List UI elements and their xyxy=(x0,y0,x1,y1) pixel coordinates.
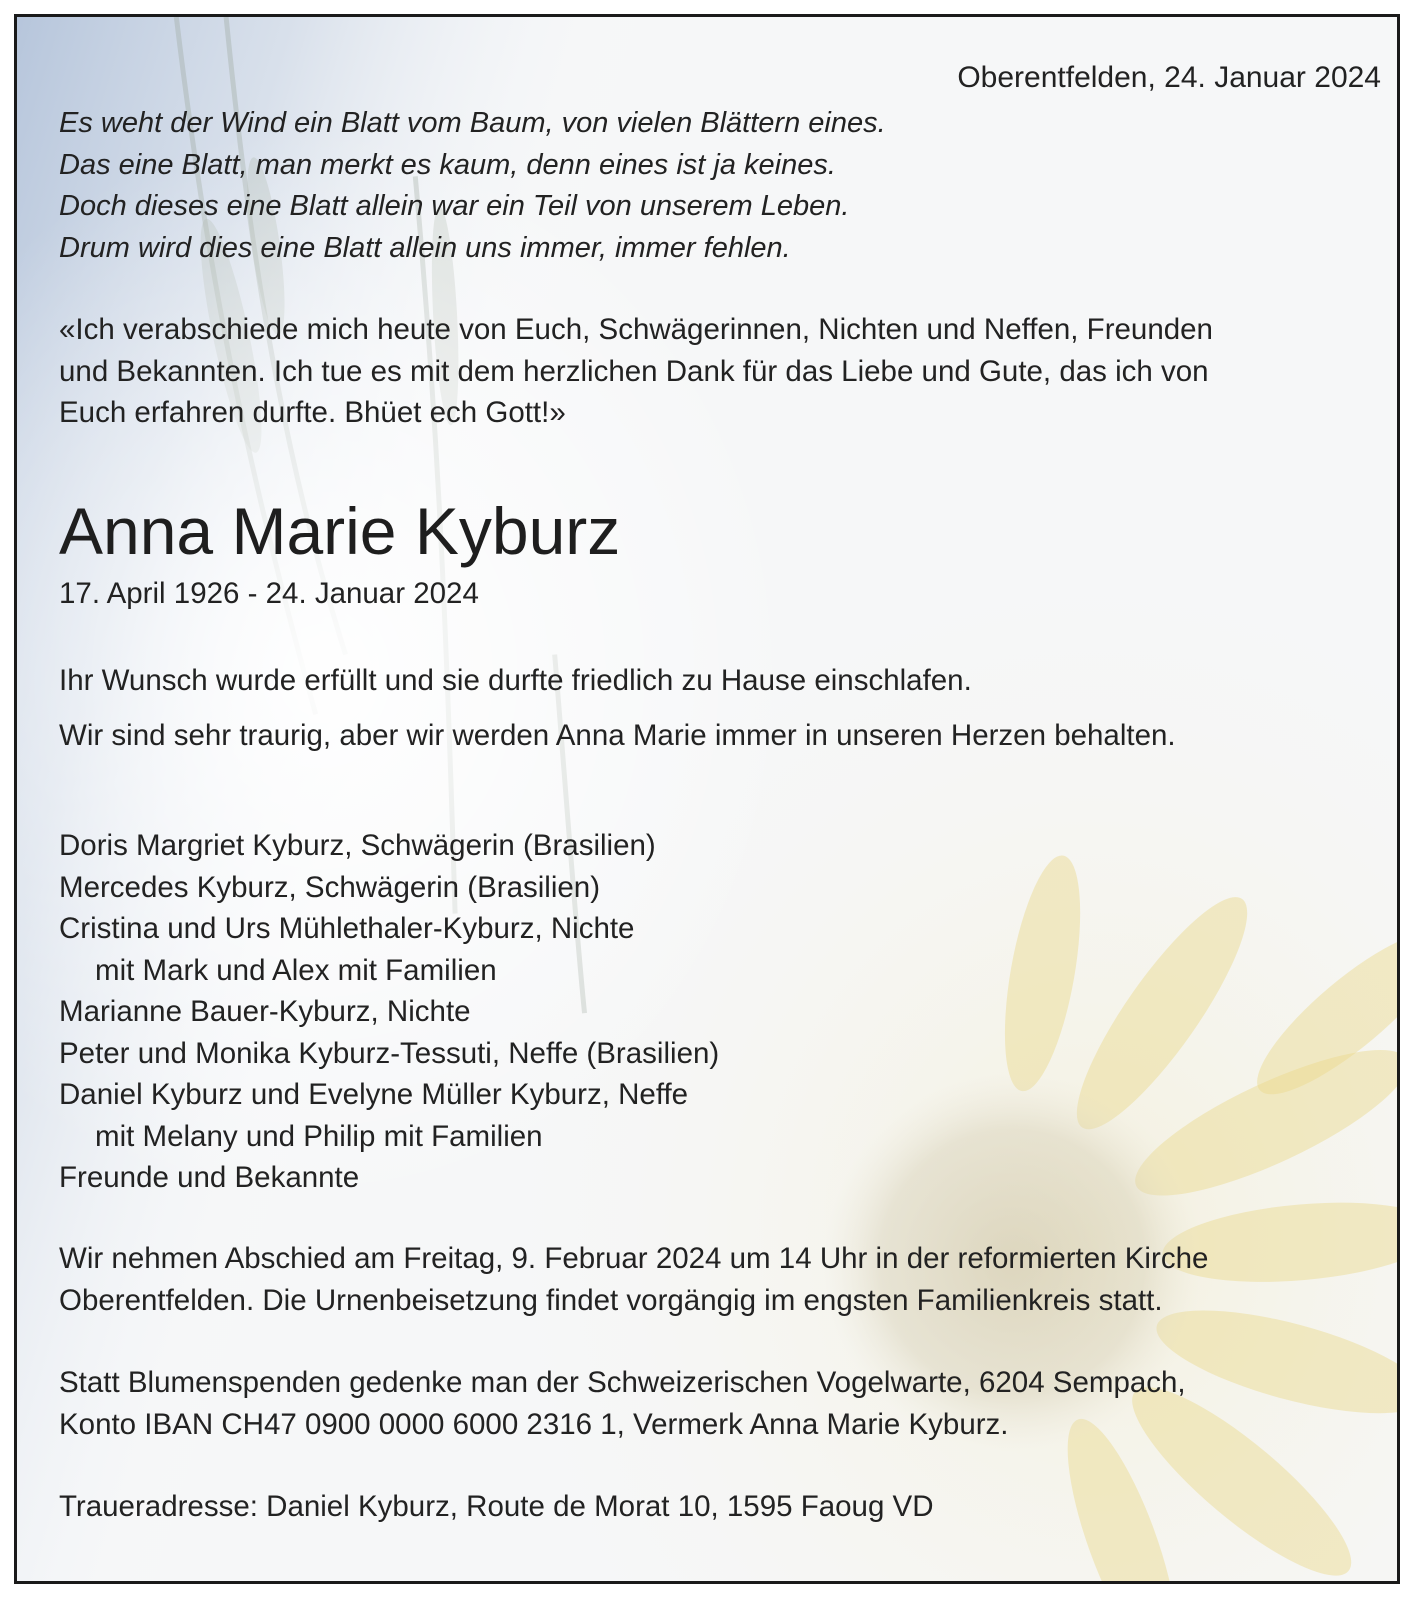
donation-details xyxy=(59,1362,1186,1445)
service-line: Wir nehmen Abschied am Freitag, 9. Februar 2024 um 14 Uhr in der reformierten Kirche xyxy=(59,1242,1209,1275)
mourner-entry: Cristina und Urs Mühlethaler-Kyburz, Nichte xyxy=(59,912,635,945)
poem-line: Es weht der Wind ein Blatt vom Baum, von vielen Blättern eines. xyxy=(59,107,886,139)
donation-line: Konto IBAN CH47 0900 0000 6000 2316 1, Vermerk Anna Marie Kyburz. xyxy=(59,1407,1009,1441)
service-details xyxy=(59,1238,1208,1321)
mourner-entry: Mercedes Kyburz, Schwägerin (Brasilien) xyxy=(59,870,601,904)
mourner-entry: Doris Margriet Kyburz, Schwägerin (Brasilien) xyxy=(59,829,656,862)
lifespan-dates: 17. April 1926 - 24. Januar 2024 xyxy=(59,577,479,610)
quote-line: und Bekannten. Ich tue es mit dem herzlichen Dank für das Liebe und Gute, das ich von xyxy=(59,354,1209,388)
poem-line: Doch dieses eine Blatt allein war ein Teil von unserem Leben. xyxy=(59,190,850,222)
mourners-list xyxy=(59,825,719,1199)
poem-line: Das eine Blatt, man merkt es kaum, denn eines ist ja keines. xyxy=(59,148,836,181)
mourner-entry: Marianne Bauer-Kyburz, Nichte xyxy=(59,995,471,1028)
mourning-address: Traueradresse: Daniel Kyburz, Route de Morat 10, 1595 Faoug VD xyxy=(59,1490,934,1523)
mourner-entry-continuation: mit Melany und Philip mit Familien xyxy=(95,1119,543,1153)
poem xyxy=(59,103,886,269)
notice-content xyxy=(59,17,1381,1581)
obituary-notice xyxy=(14,14,1400,1584)
mourner-entry: Freunde und Bekannte xyxy=(59,1161,360,1194)
poem-line: Drum wird dies eine Blatt allein uns immer, immer fehlen. xyxy=(59,231,791,264)
quote-line: «Ich verabschiede mich heute von Euch, Schwägerinnen, Nichten und Neffen, Freunden xyxy=(59,313,1213,346)
donation-line: Statt Blumenspenden gedenke man der Schweizerischen Vogelwarte, 6204 Sempach, xyxy=(59,1366,1186,1399)
mourner-entry: Peter und Monika Kyburz-Tessuti, Neffe (Brasilien) xyxy=(59,1036,720,1070)
dateline: Oberentfelden, 24. Januar 2024 xyxy=(957,61,1381,94)
deceased-name: Anna Marie Kyburz xyxy=(59,494,621,568)
wish-statement: Ihr Wunsch wurde erfüllt und sie durfte friedlich zu Hause einschlafen. xyxy=(59,664,972,697)
farewell-quote xyxy=(59,309,1213,434)
mourner-entry: Daniel Kyburz und Evelyne Müller Kyburz, Neffe xyxy=(59,1078,689,1111)
quote-line: Euch erfahren durfte. Bhüet ech Gott!» xyxy=(59,396,566,429)
mourner-entry-continuation: mit Mark und Alex mit Familien xyxy=(95,953,497,987)
service-line: Oberentfelden. Die Urnenbeisetzung findet vorgängig im engsten Familienkreis statt. xyxy=(59,1283,1163,1317)
sadness-statement: Wir sind sehr traurig, aber wir werden Anna Marie immer in unseren Herzen behalten. xyxy=(59,719,1176,752)
